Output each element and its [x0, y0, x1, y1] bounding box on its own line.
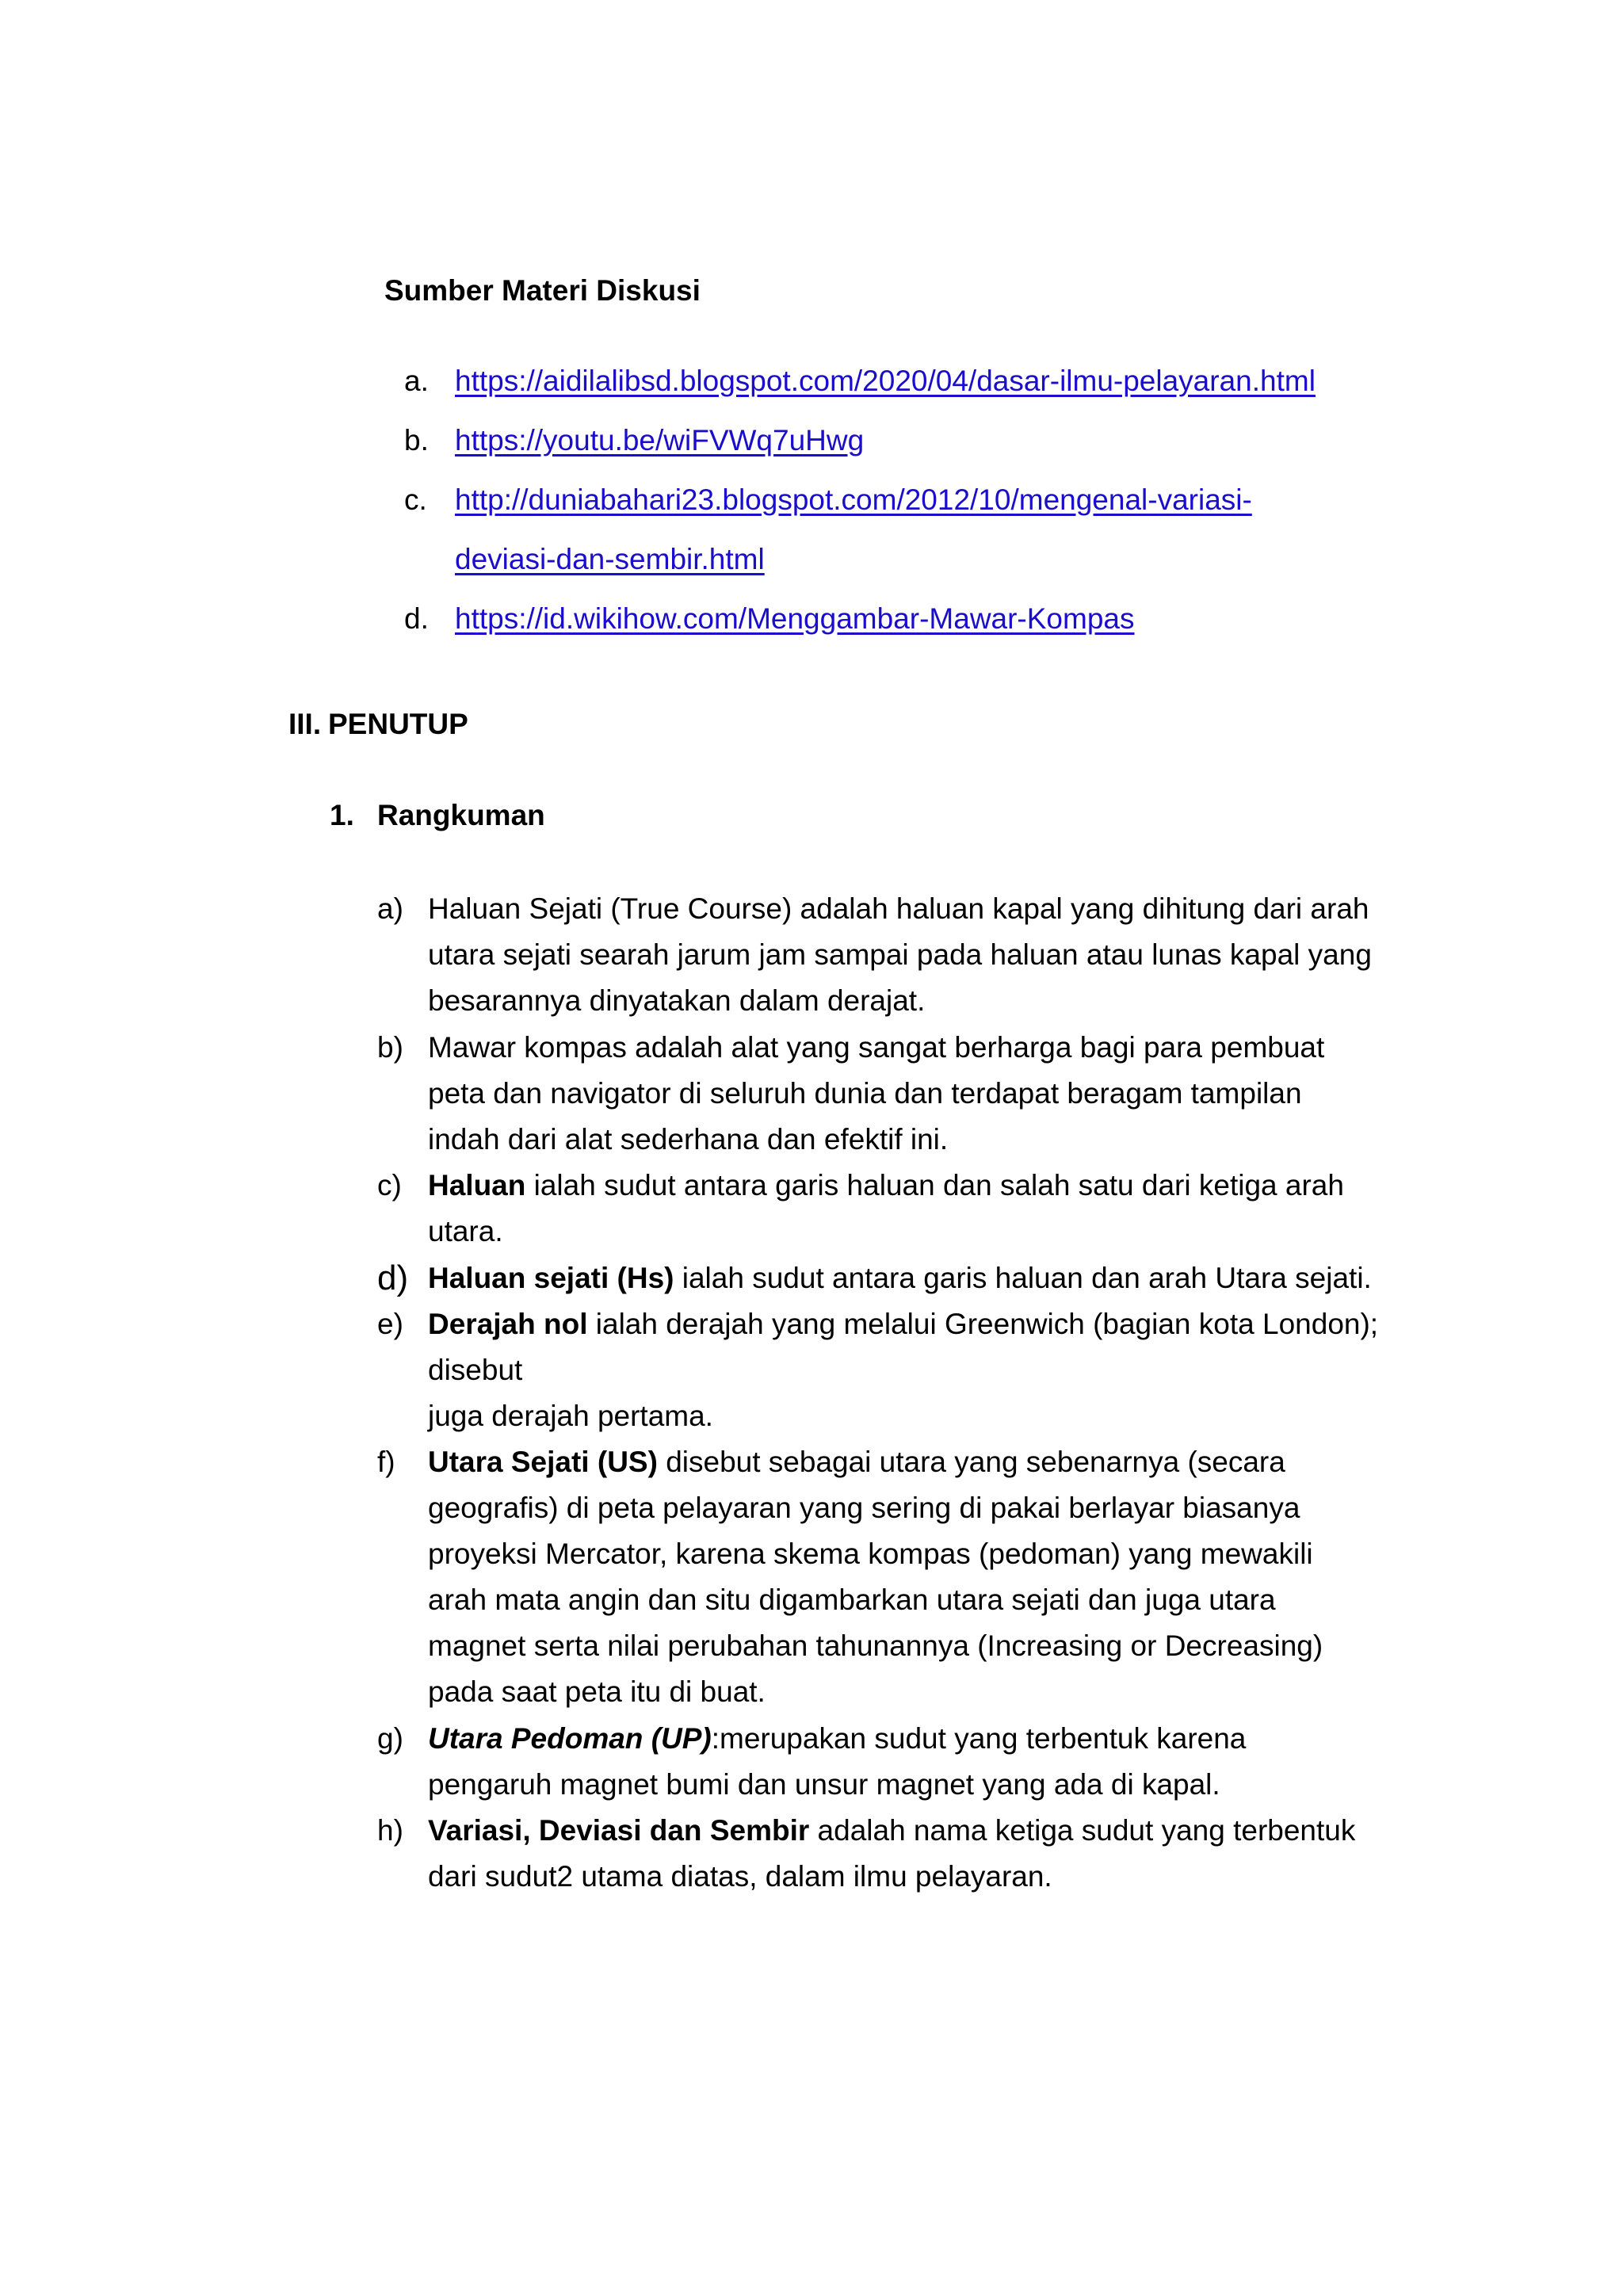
section-number: III.: [288, 708, 322, 740]
source-link[interactable]: https://youtu.be/wiFVWq7uHwg: [455, 424, 865, 457]
source-marker: a.: [404, 365, 429, 397]
summary-line: magnet serta nilai perubahan tahunannya (Increasing or Decreasing): [428, 1629, 1323, 1662]
summary-marker: c): [377, 1169, 402, 1201]
summary-line: [428, 1163, 1407, 1209]
summary-term-italic: Utara Pedoman (UP): [428, 1722, 712, 1755]
summary-line: pengaruh magnet bumi dan unsur magnet yang ada di kapal.: [428, 1768, 1220, 1801]
subsection-number: 1.: [330, 799, 354, 831]
section-title: PENUTUP: [328, 708, 468, 740]
source-item: [404, 480, 1252, 520]
source-marker: d.: [404, 602, 429, 635]
summary-line: proyeksi Mercator, karena skema kompas (pedoman) yang mewakili: [428, 1538, 1313, 1570]
summary-text: [428, 1025, 1407, 1163]
summary-line: arah mata angin dan situ digambarkan utara sejati dan juga utara: [428, 1584, 1276, 1616]
source-item: [404, 599, 1135, 639]
subsection-heading: [330, 796, 545, 835]
summary-line: dari sudut2 utama diatas, dalam ilmu pelayaran.: [428, 1860, 1052, 1893]
summary-item: [377, 1808, 1407, 1900]
summary-term: Variasi, Deviasi dan Sembir: [428, 1814, 810, 1847]
source-item: [404, 361, 1316, 401]
summary-item: [377, 1163, 1407, 1255]
summary-text: [428, 1163, 1407, 1255]
summary-item: [377, 886, 1407, 1024]
summary-marker: b): [377, 1031, 403, 1064]
summary-line: Mawar kompas adalah alat yang sangat berharga bagi para pembuat: [428, 1031, 1325, 1064]
summary-line: [428, 1808, 1407, 1854]
summary-line: indah dari alat sederhana dan efektif ini.: [428, 1123, 949, 1156]
subsection-title: Rangkuman: [377, 799, 545, 831]
summary-line: Haluan Sejati (True Course) adalah haluan kapal yang dihitung dari arah: [428, 892, 1369, 925]
summary-marker: h): [377, 1814, 403, 1847]
summary-item: [377, 1025, 1407, 1163]
summary-definition: adalah nama ketiga sudut yang terbentuk: [809, 1814, 1356, 1847]
section-heading: [288, 705, 468, 744]
summary-marker: e): [377, 1308, 403, 1340]
summary-term: Haluan: [428, 1169, 526, 1201]
summary-definition: ialah sudut antara garis haluan dan arah Utara sejati.: [674, 1262, 1372, 1294]
summary-line: disebut: [428, 1354, 523, 1386]
summary-marker: g): [377, 1722, 403, 1755]
summary-marker: d): [377, 1259, 409, 1297]
summary-text: [428, 1255, 1407, 1301]
summary-term: [428, 1722, 712, 1755]
summary-item: [377, 1301, 1407, 1439]
summary-line: [428, 1255, 1407, 1301]
source-link-continuation: [455, 540, 765, 579]
summary-term: Haluan sejati (Hs): [428, 1262, 674, 1294]
summary-term: Utara Sejati (US): [428, 1446, 658, 1478]
summary-marker: a): [377, 892, 403, 925]
source-link[interactable]: http://duniabahari23.blogspot.com/2012/10/mengenal-variasi-: [455, 483, 1252, 516]
sources-title: Sumber Materi Diskusi: [384, 274, 701, 307]
summary-item: [377, 1255, 1407, 1301]
summary-definition: ialah derajah yang melalui Greenwich (bagian kota London);: [587, 1308, 1379, 1340]
summary-definition: disebut sebagai utara yang sebenarnya (secara: [657, 1446, 1285, 1478]
summary-text: [428, 1716, 1407, 1808]
summary-term: Derajah nol: [428, 1308, 588, 1340]
summary-line: juga derajah pertama.: [428, 1400, 713, 1432]
summary-definition: :merupakan sudut yang terbentuk karena: [711, 1722, 1247, 1755]
summary-marker: f): [377, 1446, 395, 1478]
source-link[interactable]: https://id.wikihow.com/Menggambar-Mawar-Kompas: [455, 602, 1135, 635]
source-marker: b.: [404, 424, 429, 457]
summary-item: [377, 1716, 1407, 1808]
summary-definition: ialah sudut antara garis haluan dan salah satu dari ketiga arah: [525, 1169, 1344, 1201]
summary-text: [428, 1808, 1407, 1900]
source-item: [404, 421, 864, 460]
summary-text: [428, 1439, 1407, 1715]
summary-line: [428, 1301, 1407, 1347]
summary-line: utara.: [428, 1215, 503, 1247]
summary-line: peta dan navigator di seluruh dunia dan terdapat beragam tampilan: [428, 1077, 1302, 1110]
summary-line: utara sejati searah jarum jam sampai pada haluan atau lunas kapal yang: [428, 938, 1372, 971]
summary-text: [428, 886, 1407, 1024]
source-link[interactable]: https://aidilalibsd.blogspot.com/2020/04/dasar-ilmu-pelayaran.html: [455, 365, 1316, 397]
summary-line: besarannya dinyatakan dalam derajat.: [428, 984, 926, 1017]
source-link[interactable]: deviasi-dan-sembir.html: [455, 543, 765, 575]
summary-line: geografis) di peta pelayaran yang sering di pakai berlayar biasanya: [428, 1492, 1300, 1524]
summary-line: [428, 1716, 1407, 1762]
summary-line: pada saat peta itu di buat.: [428, 1675, 766, 1708]
summary-text: [428, 1301, 1407, 1439]
source-marker: c.: [404, 483, 427, 516]
summary-item: [377, 1439, 1407, 1715]
summary-line: [428, 1439, 1407, 1485]
